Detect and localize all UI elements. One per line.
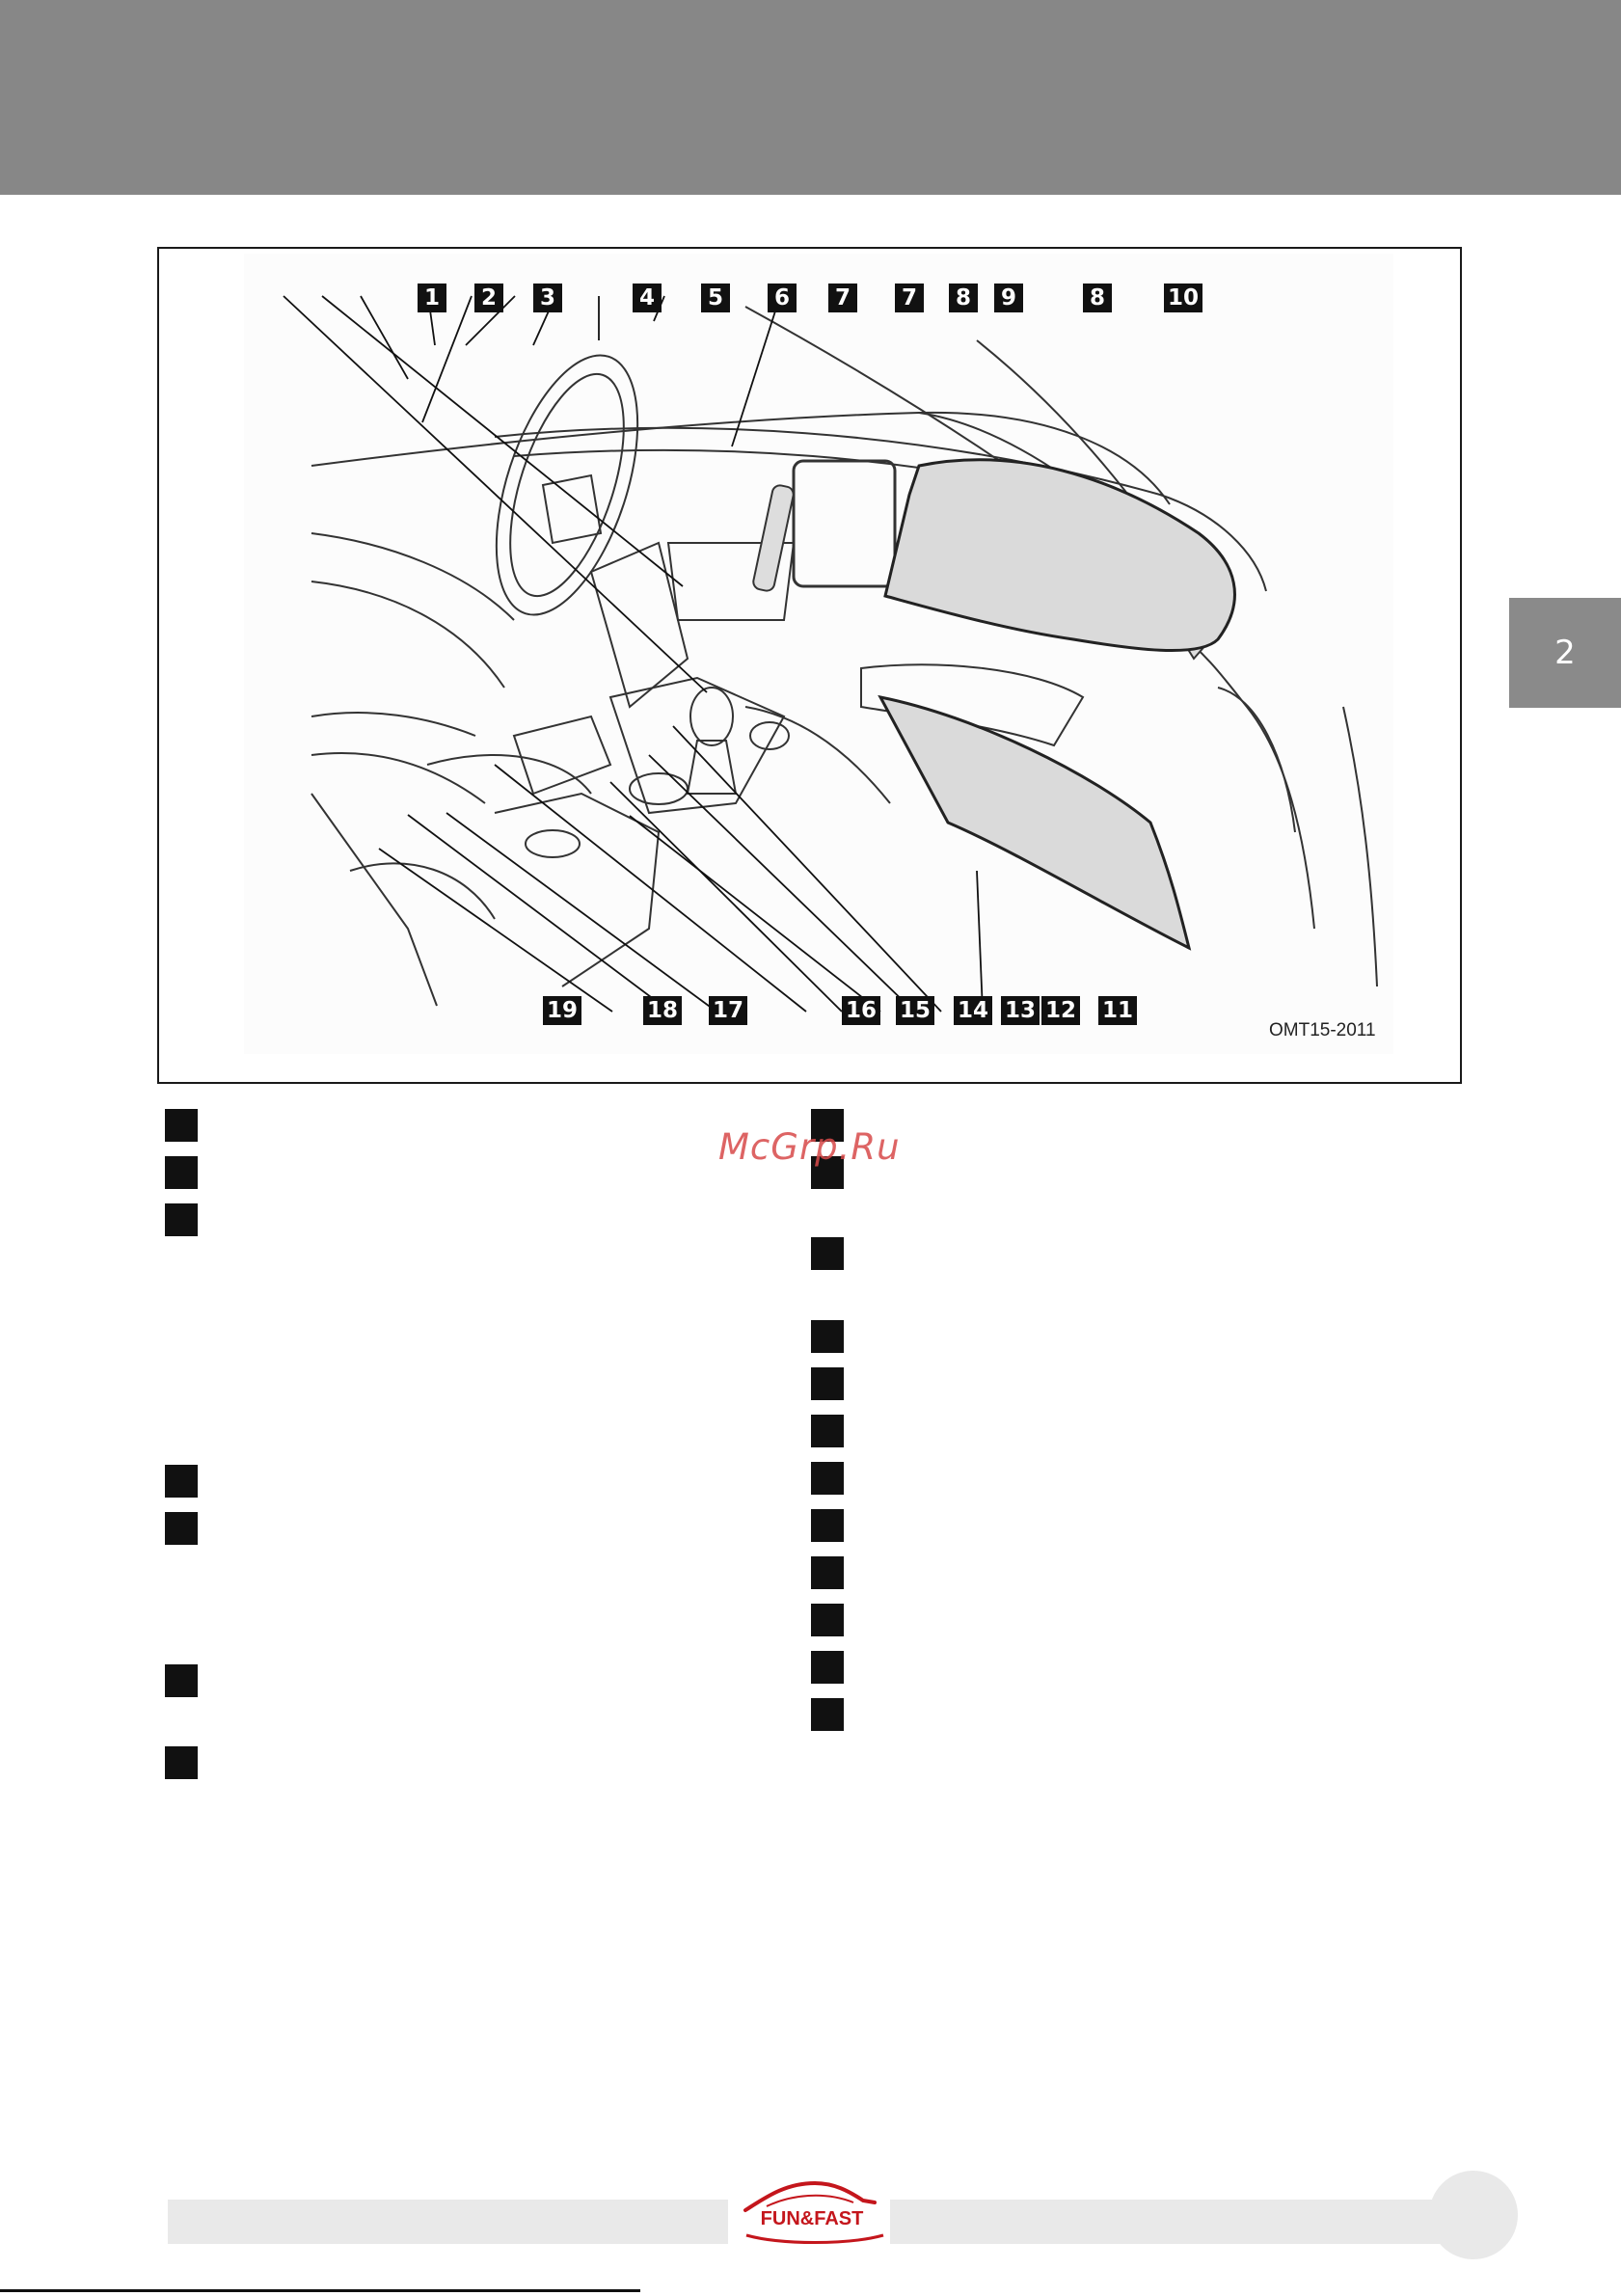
callout-top-3: 3 [533,284,562,312]
legend-marker-left-2 [165,1156,198,1189]
callout-top-8a: 8 [949,284,978,312]
legend-marker-right-9 [811,1556,844,1589]
callout-top-2: 2 [474,284,503,312]
legend-marker-left-1 [165,1109,198,1142]
callout-bottom-17: 17 [709,996,747,1025]
legend-marker-right-7 [811,1462,844,1495]
legend-marker-right-12 [811,1698,844,1731]
figure-code: OMT15-2011 [1269,1020,1376,1040]
legend-marker-right-11 [811,1651,844,1684]
header-banner [0,0,1621,195]
callout-bottom-12: 12 [1041,996,1080,1025]
callout-top-5: 5 [701,284,730,312]
footer-logo-text: FUN&FAST [760,2208,864,2229]
legend-marker-right-4 [811,1320,844,1353]
logo-underline-icon [743,2229,887,2249]
legend-marker-left-3 [165,1203,198,1236]
callout-bottom-13: 13 [1001,996,1040,1025]
page-number-circle [1429,2171,1518,2259]
callout-bottom-14: 14 [954,996,992,1025]
callout-bottom-18: 18 [643,996,682,1025]
callout-top-7a: 7 [828,284,857,312]
legend-marker-right-3 [811,1237,844,1270]
legend-marker-right-10 [811,1604,844,1636]
callout-top-4: 4 [633,284,662,312]
legend-marker-right-5 [811,1367,844,1400]
watermark: McGrp.Ru [718,1126,901,1168]
dashboard-illustration [244,254,1393,1054]
legend-marker-left-6 [165,1664,198,1697]
callout-top-10: 10 [1164,284,1202,312]
legend-marker-left-5 [165,1512,198,1545]
callout-top-6: 6 [768,284,797,312]
callout-top-7b: 7 [895,284,924,312]
chapter-tab[interactable]: 2 [1509,598,1621,708]
callout-top-1: 1 [418,284,446,312]
bottom-rule [0,2289,640,2292]
callout-bottom-16: 16 [842,996,880,1025]
legend-marker-left-7 [165,1746,198,1779]
callout-top-9: 9 [994,284,1023,312]
legend-marker-left-4 [165,1465,198,1498]
legend-marker-right-8 [811,1509,844,1542]
callout-bottom-11: 11 [1098,996,1137,1025]
callout-bottom-15: 15 [896,996,934,1025]
legend-marker-right-6 [811,1415,844,1447]
callout-top-8b: 8 [1083,284,1112,312]
callout-bottom-19: 19 [543,996,581,1025]
